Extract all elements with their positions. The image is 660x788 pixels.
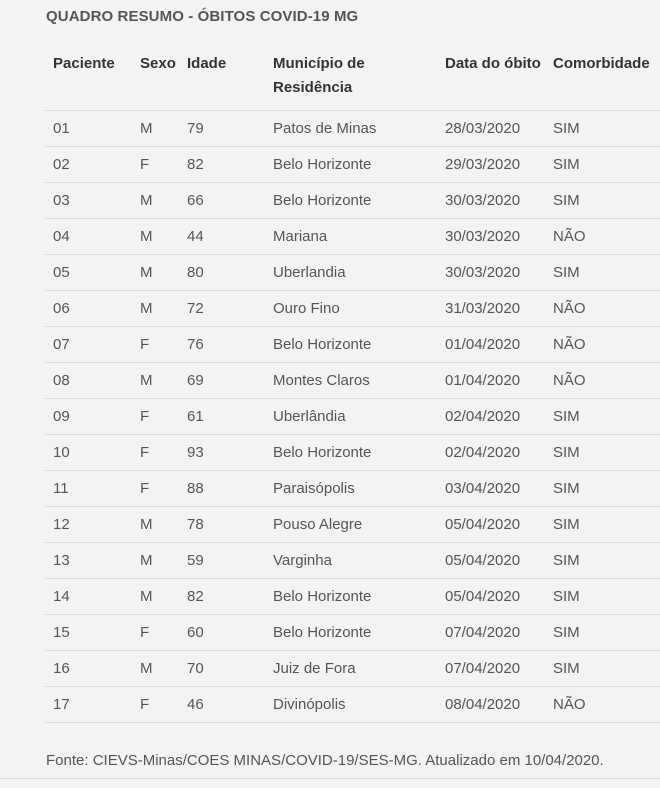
cell-paciente: 01 (45, 111, 140, 147)
table-row (45, 147, 660, 183)
cell-data-obito: 03/04/2020 (445, 471, 553, 507)
cell-data-obito: 29/03/2020 (445, 147, 553, 183)
cell-sexo: M (140, 111, 187, 147)
cell-municipio: Belo Horizonte (273, 579, 445, 615)
cell-idade: 82 (187, 147, 273, 183)
table-row (45, 327, 660, 363)
table-row (45, 471, 660, 507)
table-row (45, 651, 660, 687)
cell-paciente: 09 (45, 399, 140, 435)
table-row (45, 399, 660, 435)
cell-sexo: F (140, 399, 187, 435)
table-row (45, 291, 660, 327)
cell-comorbidade: NÃO (553, 363, 660, 399)
cell-comorbidade: SIM (553, 147, 660, 183)
cell-paciente: 05 (45, 255, 140, 291)
cell-municipio: Belo Horizonte (273, 327, 445, 363)
cell-idade: 82 (187, 579, 273, 615)
table-body (45, 111, 660, 723)
cell-comorbidade: SIM (553, 255, 660, 291)
cell-idade: 61 (187, 399, 273, 435)
cell-idade: 76 (187, 327, 273, 363)
cell-sexo: F (140, 687, 187, 723)
cell-data-obito: 31/03/2020 (445, 291, 553, 327)
cell-data-obito: 05/04/2020 (445, 579, 553, 615)
cell-municipio: Ouro Fino (273, 291, 445, 327)
cell-sexo: F (140, 435, 187, 471)
cell-paciente: 15 (45, 615, 140, 651)
cell-idade: 44 (187, 219, 273, 255)
page-title: QUADRO RESUMO - ÓBITOS COVID-19 MG (46, 8, 359, 25)
cell-comorbidade: NÃO (553, 687, 660, 723)
cell-paciente: 02 (45, 147, 140, 183)
table-row (45, 687, 660, 723)
cell-paciente: 12 (45, 507, 140, 543)
cell-sexo: F (140, 471, 187, 507)
cell-municipio: Mariana (273, 219, 445, 255)
cell-idade: 93 (187, 435, 273, 471)
cell-sexo: M (140, 255, 187, 291)
cell-municipio: Belo Horizonte (273, 183, 445, 219)
table-row (45, 435, 660, 471)
cell-idade: 46 (187, 687, 273, 723)
header-sexo: Sexo (140, 44, 187, 111)
deaths-table (45, 44, 660, 723)
cell-data-obito: 30/03/2020 (445, 219, 553, 255)
cell-municipio: Belo Horizonte (273, 147, 445, 183)
cell-paciente: 10 (45, 435, 140, 471)
cell-sexo: F (140, 327, 187, 363)
table-row (45, 579, 660, 615)
cell-sexo: M (140, 543, 187, 579)
cell-data-obito: 08/04/2020 (445, 687, 553, 723)
cell-comorbidade: SIM (553, 435, 660, 471)
cell-paciente: 03 (45, 183, 140, 219)
cell-data-obito: 07/04/2020 (445, 615, 553, 651)
cell-municipio: Varginha (273, 543, 445, 579)
cell-comorbidade: SIM (553, 651, 660, 687)
cell-sexo: M (140, 183, 187, 219)
cell-data-obito: 28/03/2020 (445, 111, 553, 147)
header-municipio: Município de Residência (273, 44, 445, 111)
cell-municipio: Belo Horizonte (273, 435, 445, 471)
cell-data-obito: 02/04/2020 (445, 435, 553, 471)
cell-municipio: Divinópolis (273, 687, 445, 723)
table-row (45, 363, 660, 399)
cell-municipio: Uberlandia (273, 255, 445, 291)
cell-municipio: Montes Claros (273, 363, 445, 399)
cell-data-obito: 05/04/2020 (445, 507, 553, 543)
cell-paciente: 07 (45, 327, 140, 363)
table-row (45, 507, 660, 543)
cell-paciente: 11 (45, 471, 140, 507)
table-row (45, 111, 660, 147)
cell-paciente: 13 (45, 543, 140, 579)
cell-paciente: 16 (45, 651, 140, 687)
cell-idade: 70 (187, 651, 273, 687)
cell-idade: 66 (187, 183, 273, 219)
cell-idade: 60 (187, 615, 273, 651)
cell-comorbidade: SIM (553, 507, 660, 543)
cell-municipio: Belo Horizonte (273, 615, 445, 651)
cell-paciente: 17 (45, 687, 140, 723)
cell-sexo: M (140, 579, 187, 615)
cell-municipio: Paraisópolis (273, 471, 445, 507)
cell-municipio: Pouso Alegre (273, 507, 445, 543)
cell-comorbidade: SIM (553, 399, 660, 435)
cell-data-obito: 30/03/2020 (445, 183, 553, 219)
cell-idade: 72 (187, 291, 273, 327)
cell-sexo: M (140, 363, 187, 399)
cell-municipio: Juiz de Fora (273, 651, 445, 687)
cell-comorbidade: SIM (553, 615, 660, 651)
cell-municipio: Uberlândia (273, 399, 445, 435)
header-paciente: Paciente (45, 44, 140, 111)
table-row (45, 543, 660, 579)
cell-comorbidade: SIM (553, 579, 660, 615)
header-comorbidade: Comorbidade (553, 44, 660, 111)
cell-idade: 78 (187, 507, 273, 543)
cell-comorbidade: SIM (553, 471, 660, 507)
cell-idade: 79 (187, 111, 273, 147)
cell-municipio: Patos de Minas (273, 111, 445, 147)
table-row (45, 219, 660, 255)
cell-paciente: 06 (45, 291, 140, 327)
cell-comorbidade: NÃO (553, 327, 660, 363)
cell-paciente: 04 (45, 219, 140, 255)
cell-data-obito: 01/04/2020 (445, 363, 553, 399)
cell-data-obito: 05/04/2020 (445, 543, 553, 579)
cell-idade: 69 (187, 363, 273, 399)
cell-sexo: M (140, 219, 187, 255)
cell-idade: 88 (187, 471, 273, 507)
cell-sexo: M (140, 291, 187, 327)
cell-idade: 80 (187, 255, 273, 291)
table-row (45, 615, 660, 651)
table-header (45, 44, 660, 111)
table-row (45, 255, 660, 291)
cell-comorbidade: SIM (553, 183, 660, 219)
cell-data-obito: 07/04/2020 (445, 651, 553, 687)
cell-data-obito: 30/03/2020 (445, 255, 553, 291)
cell-comorbidade: NÃO (553, 219, 660, 255)
header-idade: Idade (187, 44, 273, 111)
cell-paciente: 14 (45, 579, 140, 615)
cell-idade: 59 (187, 543, 273, 579)
cell-comorbidade: NÃO (553, 291, 660, 327)
cell-paciente: 08 (45, 363, 140, 399)
source-note: Fonte: CIEVS-Minas/COES MINAS/COVID-19/SES-MG. Atualizado em 10/04/2020. (46, 752, 604, 769)
cell-sexo: M (140, 507, 187, 543)
divider (0, 778, 660, 779)
cell-sexo: M (140, 651, 187, 687)
header-data-obito: Data do óbito (445, 44, 553, 111)
cell-data-obito: 02/04/2020 (445, 399, 553, 435)
cell-data-obito: 01/04/2020 (445, 327, 553, 363)
cell-sexo: F (140, 615, 187, 651)
table-row (45, 183, 660, 219)
header-row (45, 44, 660, 111)
cell-comorbidade: SIM (553, 111, 660, 147)
cell-comorbidade: SIM (553, 543, 660, 579)
cell-sexo: F (140, 147, 187, 183)
